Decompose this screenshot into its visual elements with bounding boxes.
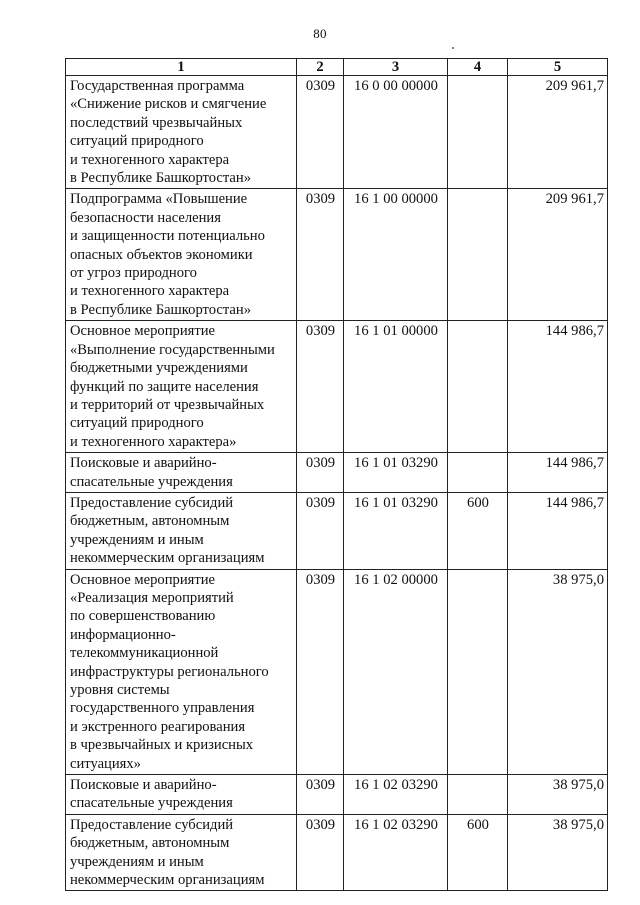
row-name-line: Основное мероприятие	[70, 571, 216, 588]
row-name-line: Государственная программа	[70, 78, 245, 94]
target-item-cell: 16 1 01 03290	[344, 453, 448, 493]
table-body	[66, 76, 608, 891]
row-name-line: опасных объектов экономики	[70, 246, 253, 263]
row-name-line: безопасности населения	[70, 209, 221, 226]
section-code-cell: 0309	[297, 453, 344, 493]
row-name-line: от угроз природного	[70, 265, 197, 282]
row-name-line: и экстренного реагирования	[70, 718, 246, 735]
row-name-cell	[66, 189, 297, 321]
row-name-line: «Выполнение государственными	[70, 341, 275, 358]
row-name-line: спасательные учреждения	[70, 473, 233, 490]
row-name-line: информационно-	[70, 626, 176, 643]
row-name-line: и техногенного характера	[70, 283, 230, 300]
row-name-line: некоммерческим организациям	[70, 872, 265, 889]
row-name-line: инфраструктуры регионального	[70, 663, 269, 680]
row-name-line: Основное мероприятие	[70, 323, 216, 340]
table-row	[66, 814, 608, 891]
row-name-line: бюджетным, автономным	[70, 513, 230, 530]
row-name-line: и территорий от чрезвычайных	[70, 396, 265, 413]
row-name-line: учреждениям и иным	[70, 531, 204, 548]
row-name-line: функций по защите населения	[70, 378, 259, 395]
row-name-line: в чрезвычайных и кризисных	[70, 737, 254, 754]
row-name-line: телекоммуникационной	[70, 645, 219, 662]
table-row	[66, 492, 608, 569]
row-name-line: и техногенного характера»	[70, 433, 237, 450]
row-name-line: бюджетными учреждениями	[70, 360, 248, 377]
row-name-line: Предоставление субсидий	[70, 816, 234, 833]
column-header-expense-type: 4	[448, 59, 508, 76]
row-name-line: «Снижение рисков и смягчение	[70, 96, 267, 113]
table-row	[66, 453, 608, 493]
expense-type-cell: 600	[448, 492, 508, 569]
row-name-line: и защищенности потенциально	[70, 228, 265, 245]
budget-table	[65, 58, 608, 891]
expense-type-cell	[448, 569, 508, 774]
section-code-cell: 0309	[297, 321, 344, 453]
row-name-cell	[66, 453, 297, 493]
row-name-line: Поисковые и аварийно-	[70, 455, 217, 472]
target-item-cell: 16 1 01 00000	[344, 321, 448, 453]
amount-cell: 209 961,7	[508, 189, 608, 321]
row-name-line: Подпрограмма «Повышение	[70, 191, 248, 208]
row-name-line: «Реализация мероприятий	[70, 589, 234, 606]
expense-type-cell	[448, 321, 508, 453]
table-row	[66, 569, 608, 774]
section-code-cell: 0309	[297, 189, 344, 321]
expense-type-cell: 600	[448, 814, 508, 891]
row-name-line: и техногенного характера	[70, 151, 230, 168]
expense-type-cell	[448, 775, 508, 815]
amount-cell: 38 975,0	[508, 814, 608, 891]
row-name-line: последствий чрезвычайных	[70, 114, 243, 131]
expense-type-cell	[448, 453, 508, 493]
target-item-cell: 16 1 02 03290	[344, 775, 448, 815]
row-name-line: некоммерческим организациям	[70, 550, 265, 567]
row-name-line: спасательные учреждения	[70, 795, 233, 812]
row-name-line: государственного управления	[70, 700, 255, 717]
amount-cell: 209 961,7	[508, 76, 608, 189]
section-code-cell: 0309	[297, 76, 344, 189]
column-header-amount: 5	[508, 59, 608, 76]
page-number: 80	[313, 26, 327, 41]
row-name-line: учреждениям и иным	[70, 853, 204, 870]
section-code-cell: 0309	[297, 569, 344, 774]
amount-cell: 144 986,7	[508, 321, 608, 453]
amount-cell: 144 986,7	[508, 492, 608, 569]
amount-cell: 144 986,7	[508, 453, 608, 493]
expense-type-cell	[448, 76, 508, 189]
scan-speck	[452, 47, 454, 49]
amount-cell: 38 975,0	[508, 775, 608, 815]
row-name-cell	[66, 492, 297, 569]
row-name-cell	[66, 814, 297, 891]
table-row	[66, 189, 608, 321]
target-item-cell: 16 1 00 00000	[344, 189, 448, 321]
row-name-line: бюджетным, автономным	[70, 835, 230, 852]
row-name-cell	[66, 775, 297, 815]
target-item-cell: 16 1 02 03290	[344, 814, 448, 891]
section-code-cell: 0309	[297, 775, 344, 815]
table-row	[66, 76, 608, 189]
row-name-line: уровня системы	[70, 682, 170, 698]
column-header-target: 3	[344, 59, 448, 76]
table-row	[66, 321, 608, 453]
row-name-line: Предоставление субсидий	[70, 494, 234, 511]
expense-type-cell	[448, 189, 508, 321]
column-header-section: 2	[297, 59, 344, 76]
row-name-line: ситуаций природного	[70, 415, 204, 432]
amount-cell: 38 975,0	[508, 569, 608, 774]
row-name-cell	[66, 321, 297, 453]
target-item-cell: 16 0 00 00000	[344, 76, 448, 189]
row-name-line: ситуациях»	[70, 755, 141, 772]
row-name-line: Поисковые и аварийно-	[70, 777, 217, 794]
section-code-cell: 0309	[297, 814, 344, 891]
header-row	[66, 59, 608, 76]
row-name-line: в Республике Башкортостан»	[70, 170, 252, 187]
section-code-cell: 0309	[297, 492, 344, 569]
row-name-cell	[66, 569, 297, 774]
column-header-name: 1	[66, 59, 297, 76]
row-name-line: ситуаций природного	[70, 133, 204, 150]
row-name-line: в Республике Башкортостан»	[70, 301, 252, 318]
target-item-cell: 16 1 01 03290	[344, 492, 448, 569]
row-name-cell	[66, 76, 297, 189]
table-row	[66, 775, 608, 815]
row-name-line: по совершенствованию	[70, 608, 216, 625]
target-item-cell: 16 1 02 00000	[344, 569, 448, 774]
